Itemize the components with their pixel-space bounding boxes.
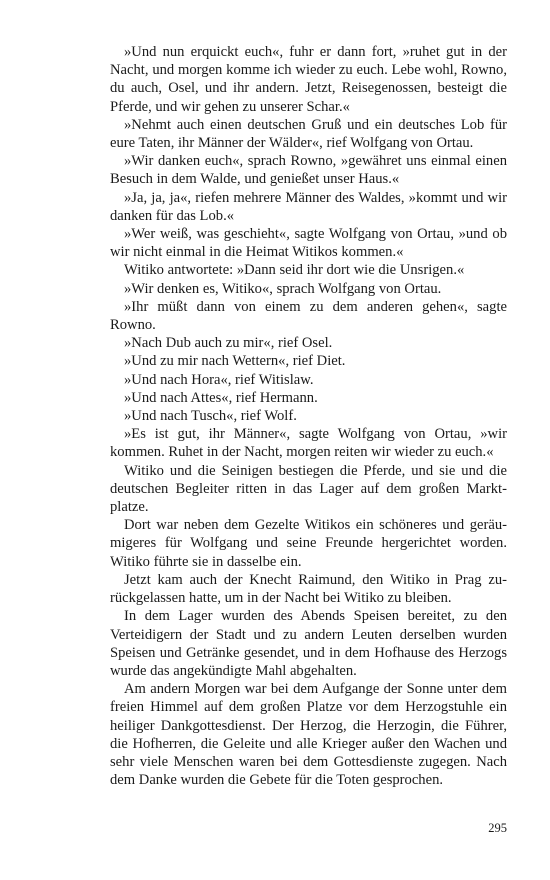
paragraph: Witiko antwortete: »Dann seid ihr dort wie die Unsrigen.« bbox=[124, 262, 465, 279]
paragraph: Jetzt kam auch der Knecht Raimund, den Witiko in Prag zurückgelassen hatte, um in der Nacht bei Witiko zu bleiben. bbox=[110, 571, 507, 607]
paragraph: »Es ist gut, ihr Männer«, sagte Wolfgang von Ortau, »wir kommen. Ruhet in der Nacht, morgen reiten wir wieder zu euch.« bbox=[110, 426, 507, 461]
paragraph: »Wer weiß, was geschieht«, sagte Wolfgang von Ortau, »und ob wir nicht einmal in die Heimat Witikos kommen.« bbox=[110, 226, 507, 261]
paragraph: »Und zu mir nach Wettern«, rief Diet. bbox=[124, 353, 346, 370]
paragraph: Witiko und die Seinigen bestiegen die Pferde, und sie und die deutschen Begleiter ritten in das Lager auf dem großen Marktplatze. bbox=[110, 462, 507, 516]
paragraph: Am andern Morgen war bei dem Aufgange der Sonne unter dem freien Himmel auf dem großen Platze vor dem Herzogstuhle ein heiliger Dankgottesdienst. Der Herzog, die Herzogin, die Führer, die Hofherren, die Geleite und alle Krieger außer den Wachen und sehr viele Menschen waren bei dem Gottesdienste zugegen. Nach dem Danke wurden die Gebete für die Toten gesprochen. bbox=[110, 681, 507, 789]
paragraph: »Und nun erquickt euch«, fuhr er dann fort, »ruhet gut in der Nacht, und morgen komme ich wieder zu euch. Lebe wohl, Rowno, du auch, Osel, und ihr andern. Jetzt, Reisegenossen, besteigt die Pferde, und wir gehen zu unserer Schar.« bbox=[110, 44, 507, 115]
paragraph: »Und nach Hora«, rief Witislaw. bbox=[124, 371, 314, 388]
paragraph: »Wir danken euch«, sprach Rowno, »gewähret uns einmal einen Besuch in dem Walde, und genießet unser Haus.« bbox=[110, 153, 507, 188]
paragraph: In dem Lager wurden des Abends Speisen bereitet, zu den Verteidigern der Stadt und zu andern Leuten derselben wurden Speisen und Getränke gesendet, und in dem Hofhause des Herzogs wurde das angekündigte Mahl abgehalten. bbox=[110, 608, 507, 679]
paragraph: »Nehmt auch einen deutschen Gruß und ein deutsches Lob für eure Taten, ihr Männer der Wälder«, rief Wolfgang von Ortau. bbox=[110, 116, 507, 152]
page-body bbox=[110, 43, 507, 789]
paragraph: »Und nach Attes«, rief Hermann. bbox=[124, 389, 318, 406]
paragraph: »Und nach Tusch«, rief Wolf. bbox=[124, 408, 297, 425]
paragraph: »Ja, ja, ja«, riefen mehrere Männer des Waldes, »kommt und wir danken für das Lob.« bbox=[110, 189, 507, 224]
paragraph: »Ihr müßt dann von einem zu dem anderen gehen«, sagte Rowno. bbox=[110, 298, 507, 334]
paragraph: »Wir denken es, Witiko«, sprach Wolfgang von Ortau. bbox=[124, 280, 442, 297]
paragraph: Dort war neben dem Gezelte Witikos ein schöneres und geräumigeres für Wolfgang und seine Freunde hergerichtet worden. Witiko führte sie in dasselbe ein. bbox=[110, 517, 507, 570]
paragraph: »Nach Dub auch zu mir«, rief Osel. bbox=[124, 335, 333, 352]
page-number: 295 bbox=[488, 821, 507, 835]
